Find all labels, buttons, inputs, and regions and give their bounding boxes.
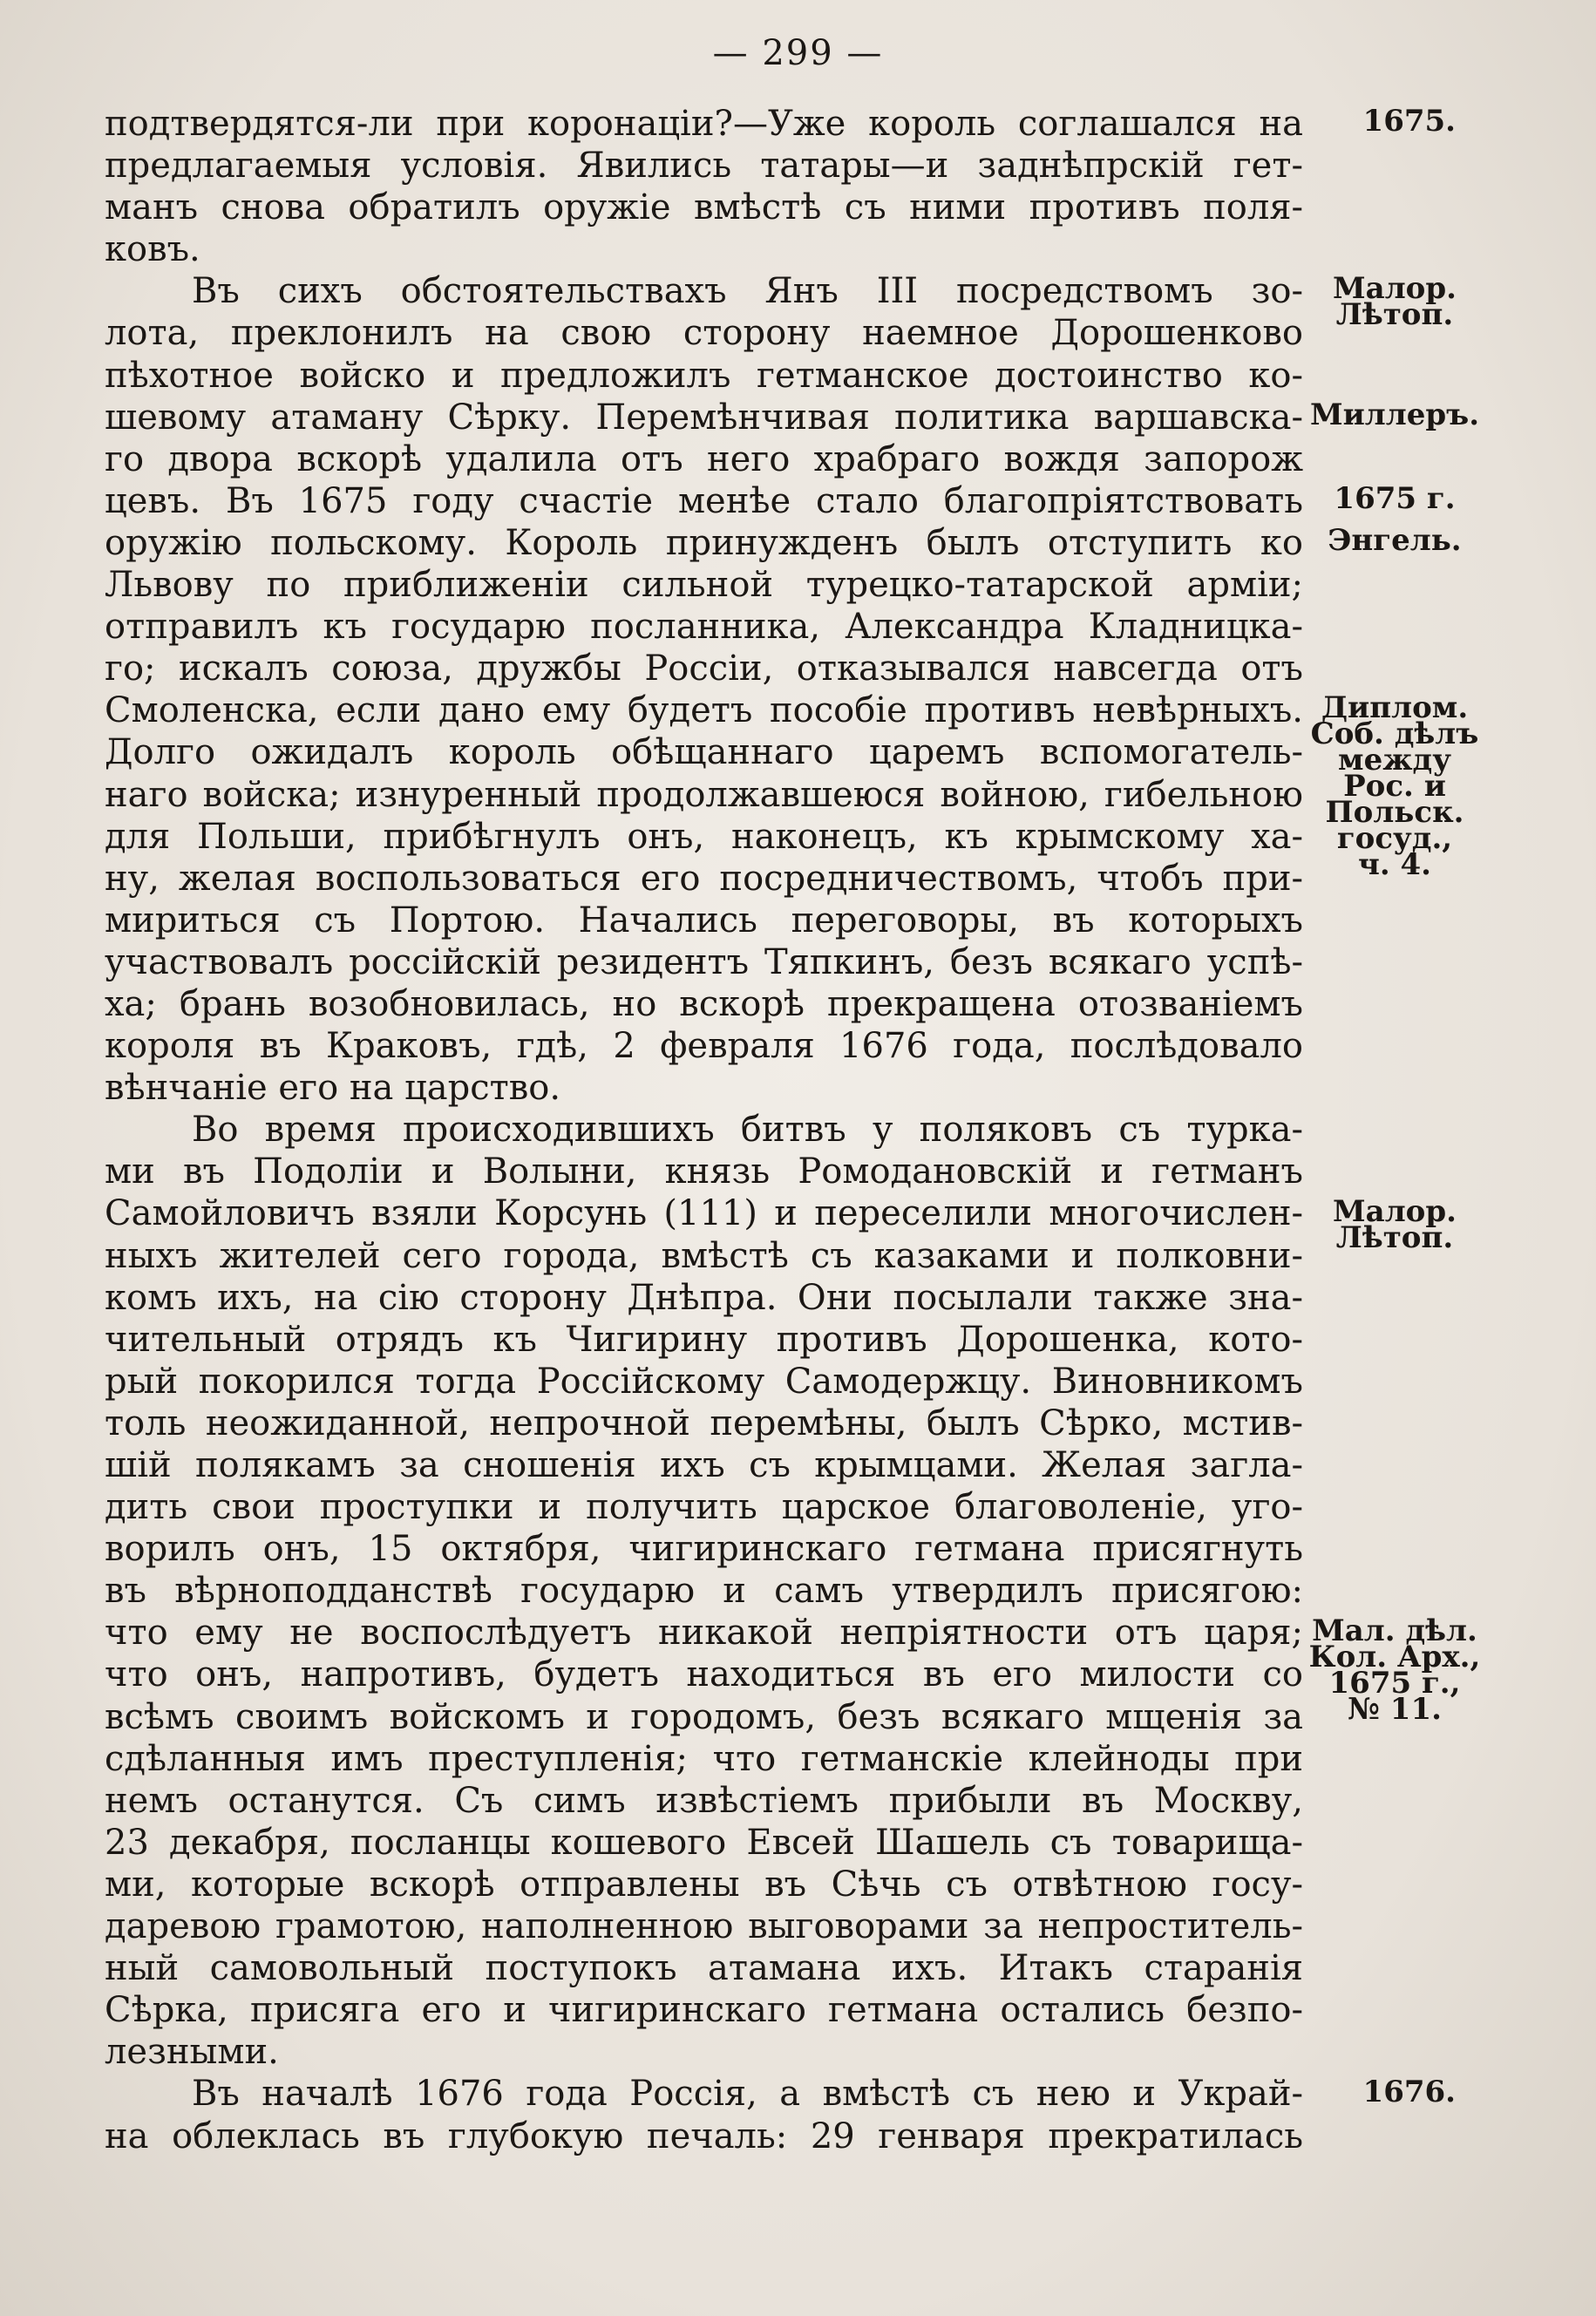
text-line: ковъ. (105, 229, 200, 270)
text-line: немъ останутся. Съ симъ извѣстіемъ прибыли въ Москву, (105, 1780, 1303, 1821)
text-line: цевъ. Въ 1675 году счастіе менѣе стало благопріятствовать (105, 480, 1303, 521)
margin-note-line: между (1338, 743, 1451, 778)
text-line: въ вѣрноподданствѣ государю и самъ утвердилъ присягою: (105, 1571, 1303, 1612)
text-line: наго войска; изнуренный продолжавшеюся войною, гибельною (105, 774, 1303, 815)
margin-note-line: Лѣтоп. (1335, 1219, 1454, 1255)
text-line: толь неожиданной, непрочной перемѣны, былъ Сѣрко, мстив- (105, 1403, 1303, 1443)
margin-note (1307, 397, 1482, 432)
margin-note (1307, 104, 1456, 139)
margin-note (1307, 690, 1482, 883)
text-line: 23 декабря, посланцы кошевого Евсей Шашель съ товарища- (105, 1822, 1303, 1863)
text-line: рый покорился тогда Россійскому Самодержцу. Виновникомъ (105, 1361, 1303, 1402)
text-line: манъ снова обратилъ оружіе вмѣстѣ съ ними противъ поля- (105, 187, 1303, 228)
text-line: чительный отрядъ къ Чигирину противъ Дорошенка, кото- (105, 1319, 1303, 1360)
margin-note-line: 1676. (1362, 2074, 1456, 2109)
text-line: Долго ожидалъ король обѣщаннаго царемъ вспомогатель- (105, 732, 1303, 773)
text-line: лезными. (105, 2032, 279, 2073)
text-line: участвовалъ россійскій резидентъ Тяпкинъ, безъ всякаго успѣ- (105, 941, 1303, 982)
text-line: подтвердятся-ли при коронаціи?—Уже король соглашался на (105, 104, 1303, 144)
text-line: ха; брань возобновилась, но вскорѣ прекращена отозваніемъ (105, 983, 1303, 1024)
text-line: Львову по приближеніи сильной турецко-татарской арміи; (105, 565, 1303, 606)
text-line: на облеклась въ глубокую печаль: 29 генваря прекратилась (105, 2116, 1303, 2156)
text-line: лота, преклонилъ на свою сторону наемное Дорошенково (105, 313, 1303, 354)
margin-note-line: Рос. и (1343, 769, 1446, 805)
margin-note-line: Миллеръ. (1309, 397, 1480, 432)
margin-note (1307, 1193, 1482, 1255)
margin-note-line: госуд., (1336, 821, 1453, 857)
text-line: Въ началѣ 1676 года Россія, а вмѣстѣ съ нею и Украй- (192, 2074, 1303, 2115)
text-line: сдѣланныя имъ преступленія; что гетманскіе клейноды при (105, 1738, 1303, 1779)
text-line: Во время происходившихъ битвъ у поляковъ съ турка- (192, 1110, 1303, 1151)
text-line: Смоленска, если дано ему будетъ пособіе противъ невѣрныхъ. (105, 690, 1303, 731)
text-line: Самойловичъ взяли Корсунь (111) и переселили многочислен- (105, 1193, 1303, 1234)
margin-note-line: 1675. (1362, 104, 1456, 139)
text-line: Въ сихъ обстоятельствахъ Янъ III посредствомъ зо- (192, 271, 1303, 312)
text-line: шевому атаману Сѣрку. Перемѣнчивая политика варшавска- (105, 397, 1303, 438)
text-line: шій полякамъ за сношенія ихъ съ крымцами. Желая загла- (105, 1445, 1303, 1485)
text-line: го; искалъ союза, дружбы Россіи, отказывался навсегда отъ (105, 649, 1303, 689)
margin-note-line: Малор. (1333, 271, 1457, 307)
text-line: оружію польскому. Король принужденъ былъ отступить ко (105, 522, 1303, 563)
margin-note-line: Мал. дѣл. (1312, 1613, 1477, 1648)
text-line: предлагаемыя условія. Явились татары—и заднѣпрскій гет- (105, 146, 1303, 187)
text-line: что онъ, напротивъ, будетъ находиться въ его милости со (105, 1654, 1303, 1695)
main-text-column (105, 103, 1303, 2157)
text-line: для Польши, прибѣгнулъ онъ, наконецъ, къ крымскому ха- (105, 816, 1303, 857)
text-line: Сѣрка, присяга его и чигиринскаго гетмана остались безпо- (105, 1990, 1303, 2031)
margin-note-line: Энгель. (1328, 523, 1462, 558)
text-line: ми въ Подоліи и Волыни, князь Ромодановскій и гетманъ (105, 1151, 1303, 1192)
margin-note-line: Соб. дѣлъ (1310, 717, 1479, 752)
margin-note (1307, 2074, 1456, 2109)
text-line: ну, желая воспользоваться его посредничествомъ, чтобъ при- (105, 858, 1303, 899)
margin-note-line: Диплом. (1321, 690, 1469, 726)
margin-note-line: Кол. Арх., (1308, 1639, 1481, 1674)
text-line: короля въ Краковъ, гдѣ, 2 февраля 1676 года, послѣдовало (105, 1026, 1303, 1067)
text-line: мириться съ Портою. Начались переговоры, въ которыхъ (105, 900, 1303, 941)
text-line: пѣхотное войско и предложилъ гетманское достоинство ко- (105, 355, 1303, 396)
text-line: вѣнчаніе его на царство. (105, 1068, 561, 1109)
text-line: что ему не воспослѣдуетъ никакой непріятности отъ царя; (105, 1613, 1303, 1654)
margin-note (1307, 1613, 1482, 1727)
margin-note-line: 1675 г., (1328, 1665, 1461, 1701)
margin-note-line: Малор. (1333, 1193, 1457, 1229)
text-line: ворилъ онъ, 15 октября, чигиринскаго гетмана присягнуть (105, 1529, 1303, 1570)
text-line: ный самовольный поступокъ атамана ихъ. Итакъ старанія (105, 1948, 1303, 1989)
text-line: комъ ихъ, на сію сторону Днѣпра. Они посылали также зна- (105, 1277, 1303, 1318)
text-line: го двора вскорѣ удалила отъ него храбраго вождя запорож (105, 438, 1303, 479)
margin-note (1307, 523, 1482, 558)
text-line: дить свои проступки и получить царское благоволеніе, уго- (105, 1487, 1303, 1528)
text-line: даревою грамотою, наполненною выговорами за непроститель- (105, 1906, 1303, 1947)
text-line: ми, которые вскорѣ отправлены въ Сѣчь съ отвѣтною госу- (105, 1864, 1303, 1905)
margin-note-line: Лѣтоп. (1335, 297, 1454, 333)
margin-note-line: ч. 4. (1357, 847, 1432, 883)
margin-note (1307, 480, 1482, 516)
margin-note (1307, 271, 1482, 333)
page-number: — 299 — (712, 33, 884, 73)
text-line: ныхъ жителей сего города, вмѣстѣ съ казаками и полковни- (105, 1235, 1303, 1276)
text-line: всѣмъ своимъ войскомъ и городомъ, безъ всякаго мщенія за (105, 1696, 1303, 1737)
margin-note-line: Польск. (1325, 795, 1464, 831)
margin-note-line: № 11. (1348, 1691, 1442, 1727)
text-line: отправилъ къ государю посланника, Александра Кладницка- (105, 607, 1303, 648)
margin-note-line: 1675 г. (1334, 480, 1456, 516)
